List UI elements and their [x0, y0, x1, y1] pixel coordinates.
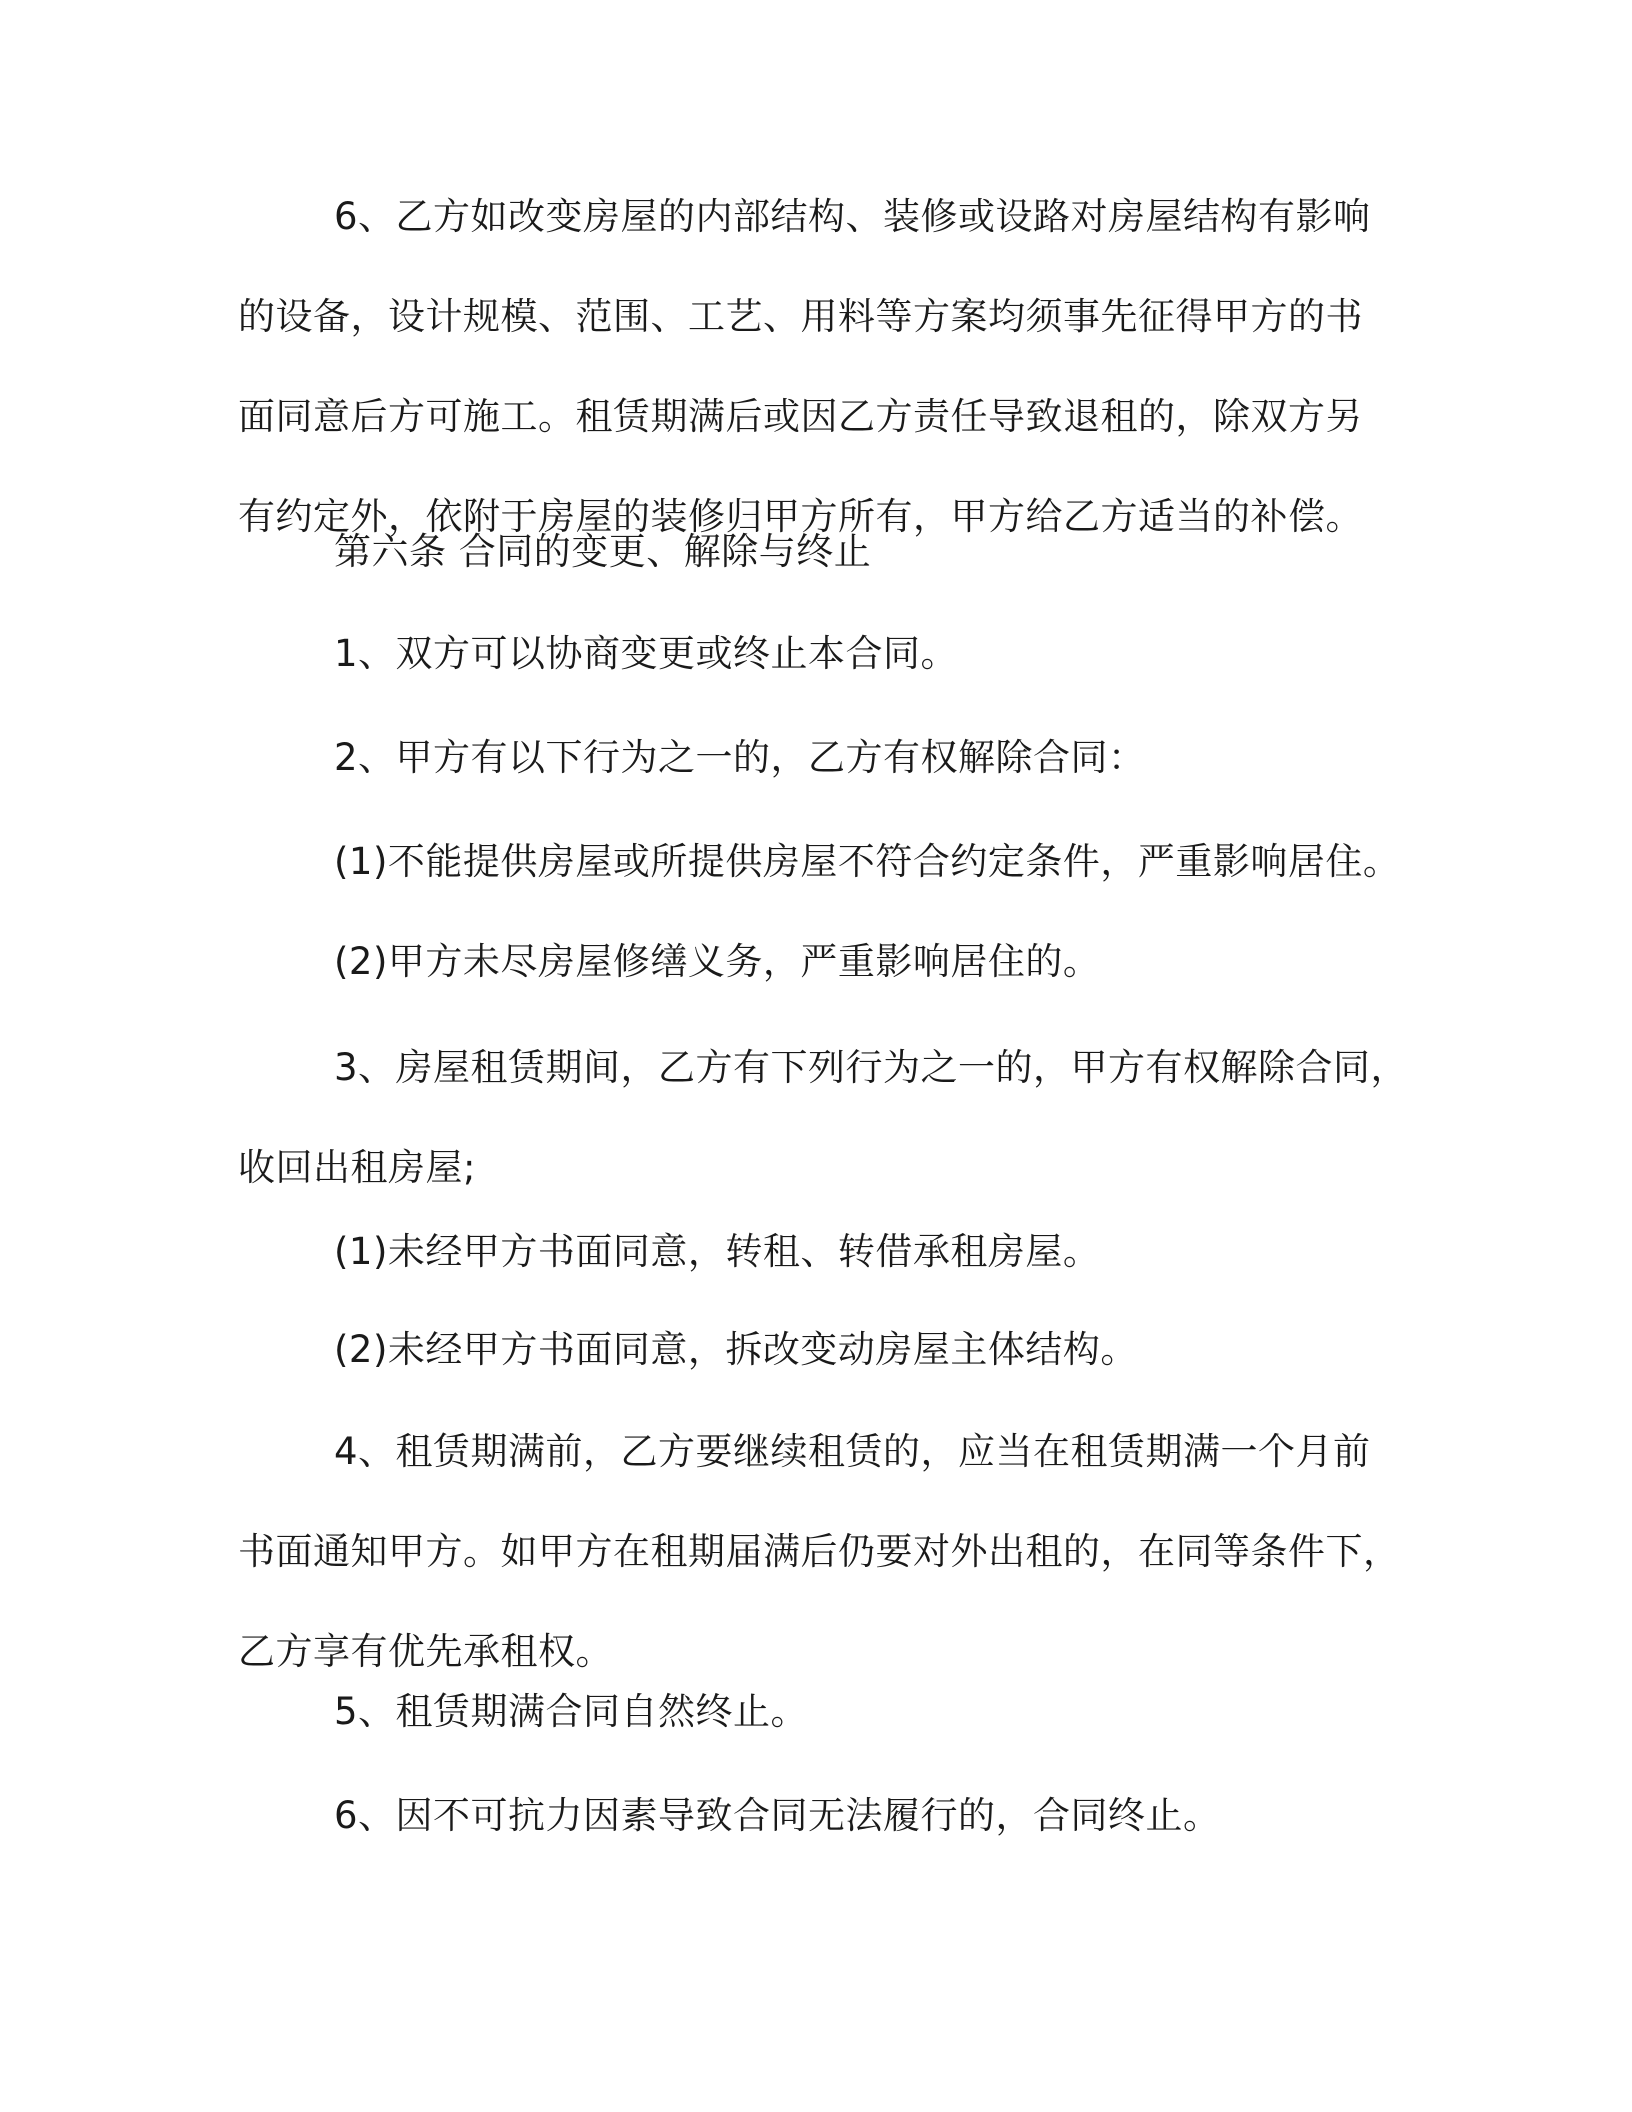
article-six-heading — [238, 502, 1393, 602]
clause-2-item-1 — [238, 812, 1401, 912]
text-line: (2)甲方未尽房屋修缮义务，严重影响居住的。 — [334, 940, 1101, 983]
text-line: 收回出租房屋; — [238, 1146, 476, 1189]
text-line: 有约定外，依附于房屋的装修归甲方所有，甲方给乙方适当的补偿。 — [238, 495, 1363, 538]
text-line: 第六条 合同的变更、解除与终止 — [334, 530, 872, 573]
clause-3-item-2 — [238, 1300, 1393, 1400]
clause-3 — [238, 1018, 1409, 1218]
clause-3-item-1 — [238, 1202, 1393, 1302]
text-line: 6、因不可抗力因素导致合同无法履行的，合同终止。 — [334, 1794, 1221, 1837]
text-line: 2、甲方有以下行为之一的，乙方有权解除合同： — [334, 736, 1146, 779]
clause-2 — [238, 708, 1393, 808]
text-line: (1)未经甲方书面同意，转租、转借承租房屋。 — [334, 1230, 1101, 1273]
text-line: (2)未经甲方书面同意，拆改变动房屋主体结构。 — [334, 1328, 1138, 1371]
clause-2-item-2 — [238, 912, 1393, 1012]
clause-1 — [238, 604, 1393, 704]
text-line: 书面通知甲方。如甲方在租期届满后仍要对外出租的，在同等条件下， — [238, 1530, 1401, 1573]
text-line: 面同意后方可施工。租赁期满后或因乙方责任导致退租的，除双方另 — [238, 395, 1363, 438]
text-line: 6、乙方如改变房屋的内部结构、装修或设路对房屋结构有影响 — [334, 195, 1371, 238]
text-line: 4、租赁期满前，乙方要继续租赁的，应当在租赁期满一个月前 — [334, 1430, 1371, 1473]
text-line: 乙方享有优先承租权。 — [238, 1630, 613, 1673]
clause-6 — [238, 1766, 1393, 1866]
text-line: 5、租赁期满合同自然终止。 — [334, 1690, 809, 1733]
text-line: 的设备，设计规模、范围、工艺、用料等方案均须事先征得甲方的书 — [238, 295, 1363, 338]
clause-4 — [238, 1402, 1401, 1702]
text-line: 3、房屋租赁期间，乙方有下列行为之一的，甲方有权解除合同， — [334, 1046, 1409, 1089]
clause-5 — [238, 1662, 1393, 1762]
text-line: 1、双方可以协商变更或终止本合同。 — [334, 632, 959, 675]
text-line: (1)不能提供房屋或所提供房屋不符合约定条件，严重影响居住。 — [334, 840, 1401, 883]
